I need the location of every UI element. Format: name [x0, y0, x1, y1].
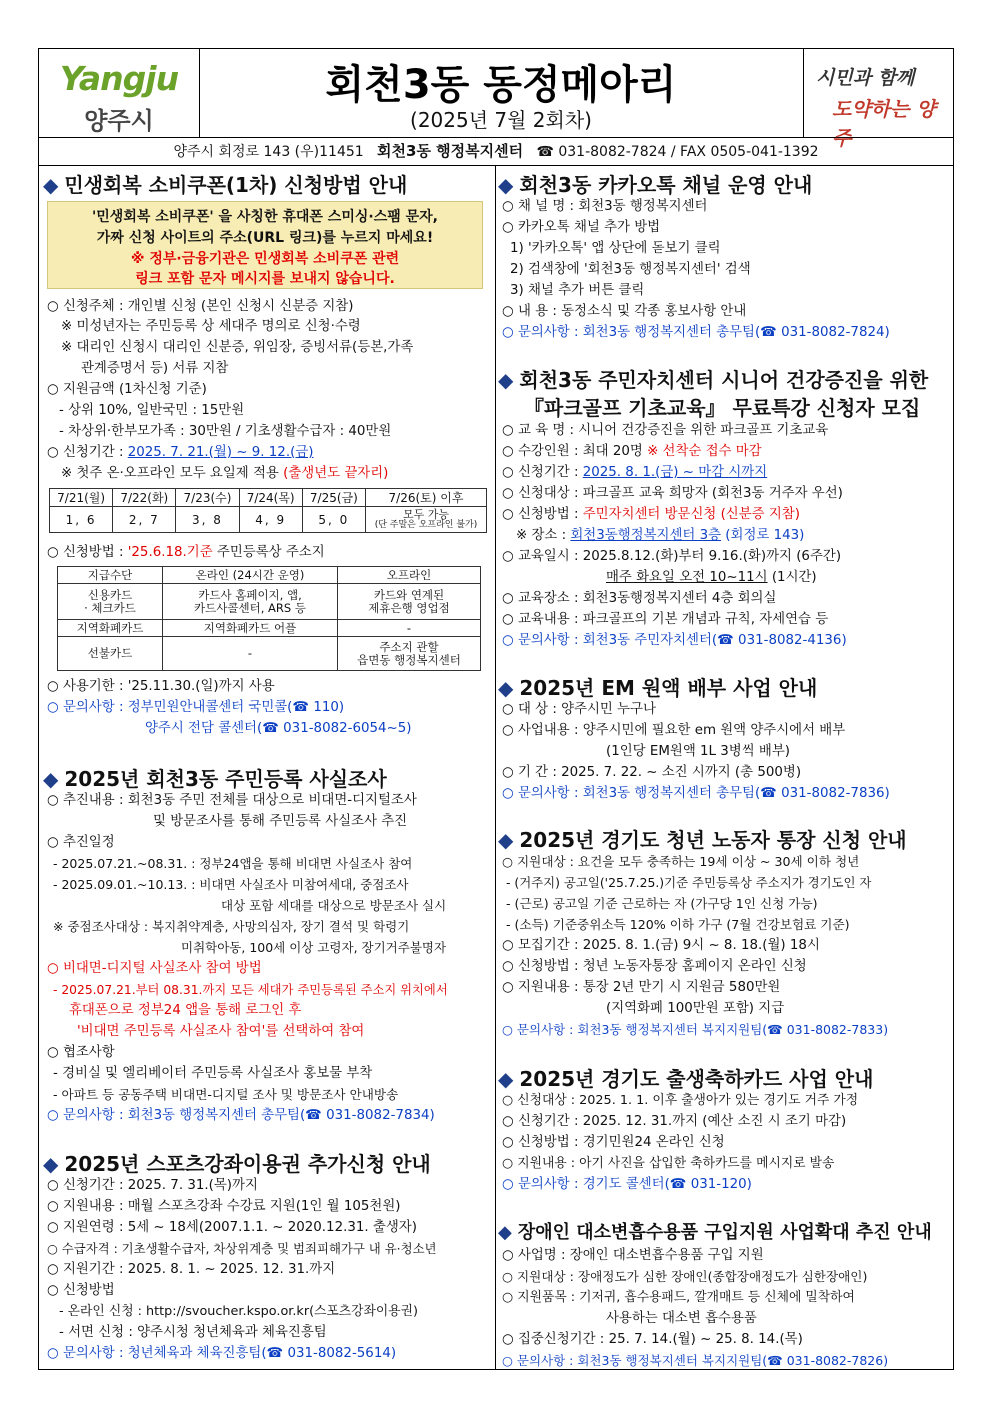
text-line: - 상위 10%, 일반국민 : 15만원	[59, 403, 245, 418]
table-cell: 선불카드	[58, 637, 163, 671]
phone-fax: ☎ 031-8082-7824 / FAX 0505-041-1392	[536, 144, 819, 160]
birth-digit-cell: 4, 9	[239, 507, 302, 533]
section-title-kakaotalk: ◆ 회천3동 카카오톡 채널 운영 안내	[498, 173, 813, 197]
text-line: 미취학아동, 100세 이상 고령자, 장기거주불명자	[181, 940, 447, 955]
slogan-line-2: 도약하는 양주	[832, 97, 936, 150]
day-header: 7/26(토) 이후	[366, 489, 487, 507]
text-line: ○ 교육일시 : 2025.8.12.(화)부터 9.16.(화)까지 (6주간)	[502, 549, 842, 564]
table-header: 오프라인	[338, 567, 481, 584]
weekday-schedule-table	[49, 488, 487, 533]
address-bar	[39, 137, 953, 166]
text-line: ○ 교육장소 : 회천3동행정복지센터 4층 회의실	[502, 591, 777, 606]
contact-line: ○ 문의사항 : 회천3동 행정복지센터 복지지원팀(☎ 031-8082-7826)	[502, 1353, 889, 1368]
warning-line: 링크 포함 문자 메시지를 보내지 않습니다.	[135, 271, 395, 287]
diamond-icon: ◆	[43, 173, 59, 197]
text-line: ○ 신청방법 : 청년 노동자통장 홈페이지 온라인 신청	[502, 959, 807, 974]
text-line: ○ 대 상 : 양주시민 누구나	[502, 702, 656, 717]
text-line: ○ 지원대상 : 장애정도가 심한 장애인(종합장애정도가 심한장애인)	[502, 1269, 868, 1284]
phishing-warning-box	[47, 201, 483, 289]
diamond-icon: ◆	[498, 1067, 514, 1091]
text-line: ○ 지원기간 : 2025. 8. 1. ~ 2025. 12. 31.까지	[47, 1262, 336, 1277]
text-line: ○ 수급자격 : 기초생활수급자, 차상위계층 및 범죄피해가구 내 유·청소년	[47, 1241, 437, 1256]
text-line: ○ 신청방법 : 주민자치센터 방문신청 (신분증 지참)	[502, 507, 800, 522]
text-line: '비대면 주민등록 사실조사 참여'를 선택하여 참여	[77, 1024, 365, 1039]
text-line: ○ 신청방법	[47, 1283, 115, 1298]
text-line: ○ 신청기간 : 2025. 7. 31.(목)까지	[47, 1178, 258, 1193]
slogan	[803, 49, 954, 150]
contact-line: ○ 문의사항 : 경기도 콜센터(☎ 031-120)	[502, 1177, 752, 1192]
text-line: ○ 사업내용 : 양주시민에 필요한 em 원액 양주시에서 배부	[502, 723, 846, 738]
table-cell: -	[163, 637, 338, 671]
diamond-icon: ◆	[498, 828, 514, 852]
title-area	[199, 49, 803, 137]
diamond-icon: ◆	[498, 676, 514, 700]
text-line: ○ 지원대상 : 요건을 모두 충족하는 19세 이상 ~ 30세 이하 청년	[502, 854, 860, 869]
text-line: ○ 지원내용 : 아기 사진을 삽입한 축하카드를 메시지로 발송	[502, 1156, 835, 1171]
address-text: 양주시 회정로 143 (우)11451	[173, 144, 364, 160]
text-line: (1인당 EM원액 1L 3병씩 배부)	[606, 744, 790, 759]
text-line: ○ 사용기한 : '25.11.30.(일)까지 사용	[47, 679, 275, 694]
contact-line: ○ 문의사항 : 청년체육과 체육진흥팀(☎ 031-8082-5614)	[47, 1346, 397, 1361]
section-title-youth-account: ◆ 2025년 경기도 청년 노동자 통장 신청 안내	[498, 828, 907, 852]
section-title-park-golf-line2: 『파크골프 기초교육』 무료특강 신청자 모집	[524, 396, 921, 420]
weekday-rule: ※ 첫주 온·오프라인 모두 요일제 적용 (출생년도 끝자리)	[61, 466, 389, 481]
header	[39, 49, 953, 150]
text-line: ○ 지원연령 : 5세 ~ 18세(2007.1.1. ~ 2020.12.31. 출생자)	[47, 1220, 417, 1235]
left-column	[39, 166, 496, 1369]
text-line: ○ 지원내용 : 매월 스포츠강좌 수강료 지원(1인 월 105천원)	[47, 1199, 401, 1214]
text-line: ○ 신청방법 : 경기민원24 온라인 신청	[502, 1135, 725, 1150]
application-period: ○ 신청기간 : 2025. 7. 21.(월) ~ 9. 12.(금)	[47, 445, 314, 460]
text-line: ○ 지원내용 : 통장 2년 만기 시 지원금 580만원	[502, 980, 781, 995]
text-line: 2) 검색창에 '회천3동 행정복지센터' 검색	[510, 262, 751, 277]
text-line: ※ 미성년자는 주민등록 상 세대주 명의로 신청·수령	[61, 319, 361, 334]
text-line: ○ 집중신청기간 : 25. 7. 14.(월) ~ 25. 8. 14.(목)	[502, 1332, 803, 1347]
contact-line: ○ 문의사항 : 회천3동 행정복지센터 복지지원팀(☎ 031-8082-7833)	[502, 1022, 889, 1037]
text-line: ○ 신청주체 : 개인별 신청 (본인 신청시 신분증 지참)	[47, 299, 354, 314]
text-line: - 2025.07.21.~08.31. : 정부24앱을 통해 비대면 사실조사 참여	[53, 856, 413, 871]
text-line: (지역화폐 100만원 포함) 지급	[606, 1001, 785, 1016]
table-header: 지급수단	[58, 567, 163, 584]
application-method: ○ 신청방법 : '25.6.18.기준 주민등록상 주소지	[47, 545, 325, 560]
text-line: ○ 채 널 명 : 회천3동 행정복지센터	[502, 199, 708, 214]
text-line: ○ 교육내용 : 파크골프의 기본 개념과 규칙, 자세연습 등	[502, 612, 829, 627]
text-line: ○ 내 용 : 동정소식 및 각종 홍보사항 안내	[502, 304, 747, 319]
text-line: 대상 포함 세대를 대상으로 방문조사 실시	[221, 898, 447, 913]
text-line: ○ 지원금액 (1차신청 기준)	[47, 382, 207, 397]
contact-line: ○ 문의사항 : 정부민원안내콜센터 국민콜(☎ 110)	[47, 700, 345, 715]
day-header: 7/21(월)	[50, 489, 113, 507]
contact-line: ○ 문의사항 : 회천3동 주민자치센터(☎ 031-8082-4136)	[502, 633, 847, 648]
day-header: 7/23(수)	[176, 489, 239, 507]
diamond-icon: ◆	[498, 173, 514, 197]
warning-line: ※ 정부·금융기관은 민생회복 소비쿠폰 관련	[130, 251, 400, 267]
text-line: - 2025.07.21.부터 08.31.까지 모든 세대가 주민등록된 주소지 위치에서	[53, 983, 448, 997]
text-line: ○ 추진내용 : 회천3동 주민 전체를 대상으로 비대면-디지털조사	[47, 793, 417, 808]
text-line: - 온라인 신청 : http://svoucher.kspo.or.kr(스포츠강좌이용권)	[59, 1304, 418, 1319]
diamond-icon: ◆	[43, 1152, 59, 1176]
page-title: 회천3동 동정메아리	[325, 62, 677, 108]
text-line: 사용하는 대소변 흡수용품	[606, 1311, 757, 1326]
table-cell: 신용카드 · 체크카드	[58, 584, 163, 620]
diamond-icon: ◆	[43, 767, 59, 791]
logo-korean: 양주시	[84, 107, 154, 135]
text-line: ○ 사업명 : 장애인 대소변흡수용품 구입 지원	[502, 1248, 764, 1263]
contact-line: ○ 문의사항 : 회천3동 행정복지센터 총무팀(☎ 031-8082-7834)	[47, 1108, 435, 1123]
text-line: ○ 신청기간 : 2025. 8. 1.(금) ~ 마감 시까지	[502, 465, 768, 480]
text-line: 매주 화요일 오전 10~11시 (1시간)	[606, 570, 817, 585]
right-column	[496, 166, 953, 1369]
text-line: ○ 수강인원 : 최대 20명 ※ 선착순 접수 마감	[502, 444, 762, 459]
text-line: ○ 지원품목 : 기저귀, 흡수용패드, 깔개매트 등 신체에 밀착하여	[502, 1290, 855, 1305]
birth-digit-cell: 1, 6	[50, 507, 113, 533]
table-cell: 주소지 관할 읍면동 행정복지센터	[338, 637, 481, 671]
day-header: 7/24(목)	[239, 489, 302, 507]
birth-digit-cell: 3, 8	[176, 507, 239, 533]
section-title-disability-supplies: ◆ 장애인 대소변흡수용품 구입지원 사업확대 추진 안내	[498, 1222, 932, 1243]
diamond-icon: ◆	[498, 1222, 512, 1243]
text-line: ○ 신청대상 : 2025. 1. 1. 이후 출생아가 있는 경기도 거주 가정	[502, 1093, 859, 1108]
text-line: - (근로) 공고일 기준 근로하는 자 (가구당 1인 신청 가능)	[506, 896, 818, 911]
text-line: - (거주지) 공고일('25.7.25.)기준 주민등록상 주소지가 경기도인 자	[506, 875, 872, 890]
text-line: 휴대폰으로 정부24 앱을 통해 로그인 후	[69, 1003, 302, 1018]
text-line: - 서면 신청 : 양주시청 청년체육과 체육진흥팀	[59, 1325, 327, 1340]
text-line: ○ 신청대상 : 파크골프 교육 희망자 (회천3동 거주자 우선)	[502, 486, 843, 501]
table-cell: 지역화폐카드 어플	[163, 620, 338, 637]
contact-line: 양주시 전담 콜센터(☎ 031-8082-6054~5)	[145, 721, 412, 736]
logo-english: Yangju	[59, 59, 179, 98]
text-line: ○ 추진일정	[47, 835, 115, 850]
section-title-birth-card: ◆ 2025년 경기도 출생축하카드 사업 안내	[498, 1067, 874, 1091]
text-line: - 2025.09.01.~10.13. : 비대면 사실조사 미참여세대, 중점조사	[53, 877, 409, 892]
text-line: - 경비실 및 엘리베이터 주민등록 사실조사 홍보물 부착	[53, 1066, 373, 1081]
text-line: ※ 장소 : 회천3동행정복지센터 3층 (회정로 143)	[516, 528, 805, 543]
slogan-line-1: 시민과 함께	[816, 67, 915, 89]
diamond-icon: ◆	[498, 368, 514, 392]
warning-line: '민생회복 소비쿠폰' 을 사칭한 휴대폰 스미싱·스팸 문자,	[92, 209, 438, 225]
center-name: 회천3동 행정복지센터	[377, 142, 524, 160]
section-title-em: ◆ 2025년 EM 원액 배부 사업 안내	[498, 676, 818, 700]
section-title-resident-survey: ◆ 2025년 회천3동 주민등록 사실조사	[43, 767, 387, 791]
text-line: - 차상위·한부모가족 : 30만원 / 기초생활수급자 : 40만원	[59, 424, 392, 439]
text-line: ○ 비대면-디지털 사실조사 참여 방법	[47, 961, 262, 976]
text-line: ○ 신청기간 : 2025. 12. 31.까지 (예산 소진 시 조기 마감)	[502, 1114, 847, 1129]
table-cell: 카드와 연계된 제휴은행 영업점	[338, 584, 481, 620]
issue-subtitle: (2025년 7월 2회차)	[410, 108, 592, 132]
text-line: - (소득) 기준중위소득 120% 이하 가구 (7월 건강보험료 기준)	[506, 917, 850, 932]
contact-line: ○ 문의사항 : 회천3동 행정복지센터 총무팀(☎ 031-8082-7824)	[502, 325, 890, 340]
text-line: ※ 중점조사대상 : 복지취약계층, 사망의심자, 장기 결석 및 학령기	[53, 919, 410, 934]
text-line: ○ 카카오톡 채널 추가 방법	[502, 220, 661, 235]
text-line: ○ 협조사항	[47, 1045, 115, 1060]
contact-line: ○ 문의사항 : 회천3동 행정복지센터 총무팀(☎ 031-8082-7836)	[502, 786, 890, 801]
all-days-cell: 모두 가능 (단 주말은 오프라인 불가)	[366, 507, 487, 533]
text-line: - 아파트 등 공동주택 비대면-디지털 조사 및 방문조사 안내방송	[53, 1087, 399, 1102]
table-header: 온라인 (24시간 운영)	[163, 567, 338, 584]
text-line: ○ 기 간 : 2025. 7. 22. ~ 소진 시까지 (총 500병)	[502, 765, 802, 780]
day-header: 7/25(금)	[302, 489, 365, 507]
text-line: ○ 교 육 명 : 시니어 건강증진을 위한 파크골프 기초교육	[502, 423, 829, 438]
text-line: 1) '카카오톡' 앱 상단에 돋보기 클릭	[510, 241, 721, 256]
table-cell: -	[338, 620, 481, 637]
warning-line: 가짜 신청 사이트의 주소(URL 링크)를 누르지 마세요!	[96, 230, 434, 246]
text-line: 및 방문조사를 통해 주민등록 사실조사 추진	[153, 814, 408, 829]
table-cell: 카드사 홈페이지, 앱, 카드사콜센터, ARS 등	[163, 584, 338, 620]
text-line: ○ 모집기간 : 2025. 8. 1.(금) 9시 ~ 8. 18.(월) 18시	[502, 938, 820, 953]
birth-digit-cell: 2, 7	[113, 507, 176, 533]
section-title-park-golf: ◆ 회천3동 주민자치센터 시니어 건강증진을 위한	[498, 368, 929, 392]
table-cell: 지역화폐카드	[58, 620, 163, 637]
birth-digit-cell: 5, 0	[302, 507, 365, 533]
text-line: ※ 대리인 신청시 대리인 신분증, 위임장, 증빙서류(등본,가족	[61, 340, 414, 355]
newsletter-frame	[38, 48, 954, 1370]
payment-method-table	[57, 566, 481, 671]
section-title-sports-voucher: ◆ 2025년 스포츠강좌이용권 추가신청 안내	[43, 1152, 431, 1176]
day-header: 7/22(화)	[113, 489, 176, 507]
section-title-consumer-coupon: ◆ 민생회복 소비쿠폰(1차) 신청방법 안내	[43, 173, 408, 197]
yangju-logo	[39, 49, 200, 137]
text-line: 관계증명서 등) 서류 지참	[81, 361, 229, 376]
text-line: 3) 채널 추가 버튼 클릭	[510, 283, 645, 298]
